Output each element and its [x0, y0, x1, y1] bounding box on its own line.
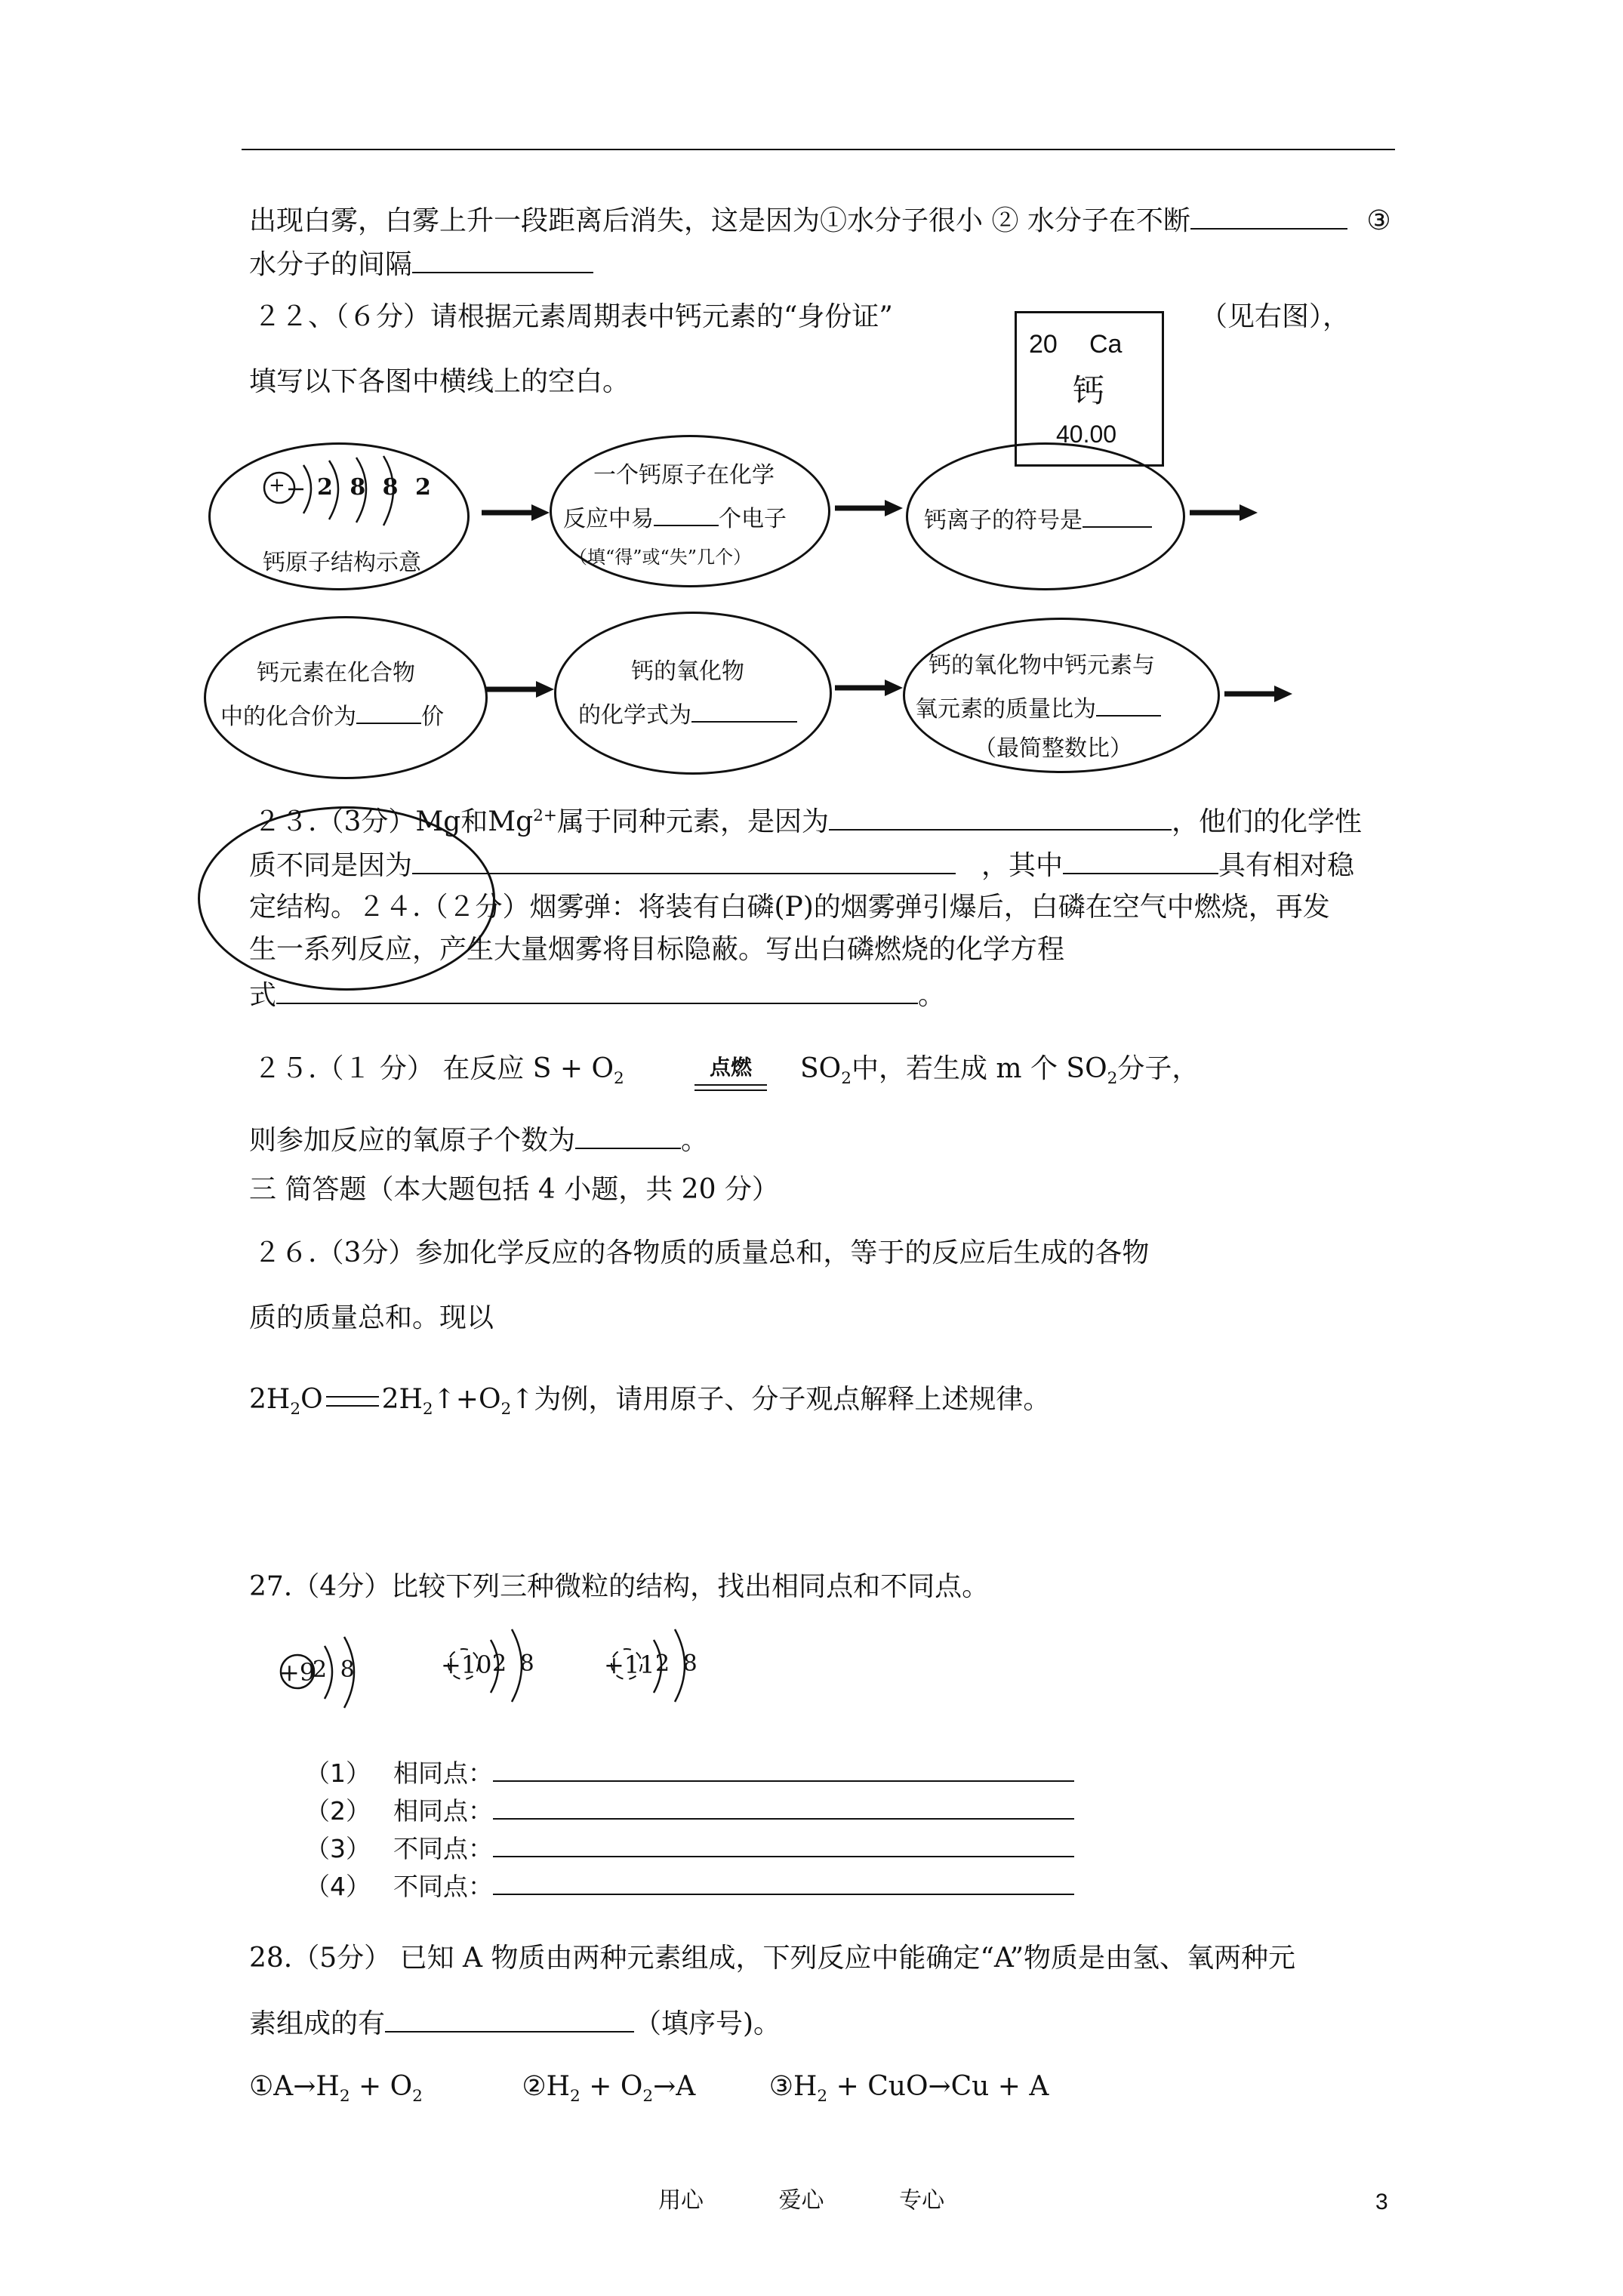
- bubble-ratio-line3: （最简整数比）: [974, 735, 1132, 762]
- q26-line1: ２６.（3分）参加化学反应的各物质的质量总和，等于的反应后生成的各物: [254, 1237, 1150, 1268]
- q28-line2: 素组成的有 （填序号)。: [249, 2008, 781, 2039]
- answer-blank[interactable]: [412, 850, 956, 874]
- arrow-2: [835, 498, 903, 518]
- q23-line1: ２３.（3分）Mg和$Mg^{2+}$属于同种元素，是因为 ，他们的化学性: [254, 806, 1363, 837]
- answer-blank[interactable]: [829, 806, 1172, 831]
- q28-line1: 28.（5分） 已知 A 物质由两种元素组成，下列反应中能确定“A”物质是由氢、氧两种元: [249, 1943, 1296, 1974]
- reaction-1: $①A\to H_2 + O_2$: [249, 2071, 423, 2106]
- bubble-oxide-formula: [554, 612, 832, 775]
- answer-blank[interactable]: [356, 703, 421, 724]
- atomic-mass: 40.00: [1056, 421, 1117, 448]
- answer-blank[interactable]: [412, 249, 593, 273]
- particle-2-nucleus: +10: [441, 1650, 492, 1679]
- arrow-5: [835, 678, 903, 698]
- page-number: 3: [1375, 2190, 1388, 2214]
- q28-reactions: [249, 2073, 1049, 2105]
- footer-slogan: 用心 爱心 专心: [658, 2187, 945, 2214]
- section-3-title: 三 简答题（本大题包括 4 小题，共 20 分）: [249, 1174, 779, 1205]
- reaction-2: $②H_2 + O_2\to A$: [522, 2071, 696, 2106]
- equal-sign: [326, 1396, 379, 1407]
- q25-line1b: $SO_2$中，若生成 m 个 $SO_2$分子，: [800, 1053, 1200, 1089]
- particle-1-nucleus: +9: [279, 1658, 316, 1687]
- particle-3-nucleus: +11: [604, 1650, 655, 1679]
- particle-3-shells: 2 8: [655, 1650, 701, 1677]
- bubble-ratio-line1: 钙的氧化物中钙元素与: [929, 652, 1155, 679]
- answer-blank[interactable]: [493, 1871, 1074, 1895]
- element-name: 钙: [1073, 372, 1105, 409]
- q24-line2: 生一系列反应，产生大量烟雾将目标隐蔽。写出白磷燃烧的化学方程: [249, 934, 1065, 965]
- bubble-valence-line2: 中的化合价为 价: [220, 704, 444, 730]
- q25-line2: 则参加反应的氧原子个数为 。: [249, 1125, 709, 1156]
- answer-blank[interactable]: [493, 1795, 1074, 1820]
- bubble-electron-hint: （填“得”或“失”几个）: [569, 547, 752, 568]
- reaction-condition: 点燃: [694, 1051, 767, 1091]
- q27-item-2: （2） 相同点：: [305, 1795, 1074, 1823]
- atom-shells: 2 8 8 2: [317, 474, 436, 501]
- bubble-electron-line1: 一个钙原子在化学: [593, 462, 775, 488]
- answer-blank[interactable]: [1063, 850, 1218, 874]
- arrow-6: [1224, 684, 1292, 704]
- q27-line: 27.（4分）比较下列三种微粒的结构，找出相同点和不同点。: [249, 1571, 990, 1602]
- q22-line2: 填写以下各图中横线上的空白。: [249, 366, 630, 397]
- bubble-ratio-line2: 氧元素的质量比为: [915, 690, 1161, 723]
- bubble-ion-line: 钙离子的符号是: [924, 501, 1152, 535]
- q22-line1b: （见右图），: [1200, 301, 1350, 332]
- answer-blank[interactable]: [493, 1758, 1074, 1782]
- atom-nucleus: +: [269, 474, 285, 497]
- particle-1-shells: 2 8: [313, 1657, 358, 1683]
- answer-blank[interactable]: [493, 1833, 1074, 1857]
- element-symbol: Ca: [1089, 330, 1123, 359]
- bubble-valence-line1: 钙元素在化合物: [257, 660, 415, 686]
- arrow-3: [1190, 503, 1258, 522]
- answer-blank[interactable]: [691, 701, 797, 723]
- answer-blank[interactable]: [654, 505, 719, 526]
- arrow-1: [482, 503, 550, 522]
- q27-item-4: （4） 不同点：: [305, 1871, 1074, 1899]
- answer-blank[interactable]: [276, 980, 918, 1004]
- q21-line1: 出现白雾，白雾上升一段距离后消失，这是因为①水分子很小 ② 水分子在不断 ③: [249, 205, 1391, 236]
- answer-blank[interactable]: [385, 2008, 634, 2032]
- q26-line3: $2H_2O$ $2H_2↑+O_2↑$为例，请用原子、分子观点解释上述规律。: [249, 1384, 1051, 1419]
- bubble-oxide-line1: 钙的氧化物: [631, 658, 744, 685]
- q25-line1: ２５.（１ 分） 在反应 $S + O_2$: [254, 1053, 624, 1089]
- q27-item-3: （3） 不同点：: [305, 1833, 1074, 1861]
- answer-blank[interactable]: [575, 1125, 681, 1149]
- answer-blank[interactable]: [1096, 695, 1161, 717]
- q22-line1: ２２、（６分）请根据元素周期表中钙元素的“身份证”: [254, 301, 893, 332]
- bubble-oxide-line2: 的化学式为: [578, 696, 797, 729]
- particle-2-shells: 2 8: [492, 1650, 537, 1677]
- atom-caption: 钙原子结构示意: [263, 550, 421, 576]
- q26-line2: 质的质量总和。现以: [249, 1302, 494, 1333]
- bubble-electron-line2: 反应中易 个电子: [563, 506, 787, 532]
- arrow-4: [486, 680, 554, 699]
- q21-line2: 水分子的间隔: [249, 249, 593, 279]
- q27-item-1: （1） 相同点：: [305, 1758, 1074, 1786]
- reaction-3: $③H_2 + CuO\to Cu + A$: [768, 2071, 1049, 2106]
- q24-line3: 式 。: [249, 980, 946, 1011]
- atomic-number: 20: [1029, 330, 1058, 359]
- q23-line2: 质不同是因为 ，其中 具有相对稳: [249, 850, 1355, 881]
- answer-blank[interactable]: [1190, 205, 1347, 230]
- answer-blank[interactable]: [1083, 507, 1152, 528]
- q24-line1: 定结构。２４.（２分）烟雾弹：将装有白磷(P)的烟雾弹引爆后，白磷在空气中燃烧，再发: [249, 892, 1330, 923]
- header-rule: [242, 149, 1395, 150]
